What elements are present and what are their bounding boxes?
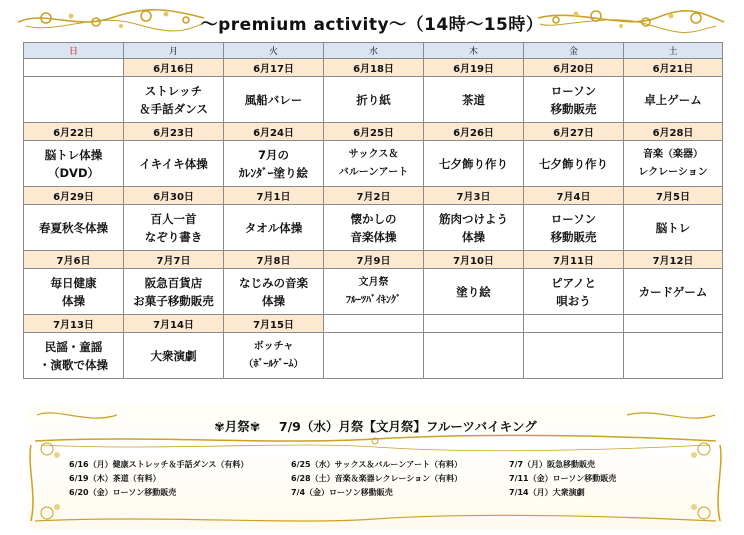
activity-cell (424, 333, 524, 379)
date-cell: 7月4日 (524, 187, 624, 205)
activity-cell: 7月の ｶﾚﾝﾀﾞｰ塗り絵 (224, 141, 324, 187)
activity-cell: 脳トレ (624, 205, 723, 251)
date-cell: 6月26日 (424, 123, 524, 141)
date-cell: 6月21日 (624, 59, 723, 77)
festival-mark: ✾月祭✾ (214, 419, 261, 434)
date-cell: 6月22日 (24, 123, 124, 141)
date-cell (524, 315, 624, 333)
activity-calendar (23, 42, 723, 379)
activity-cell: カードゲーム (624, 269, 723, 315)
date-cell: 7月8日 (224, 251, 324, 269)
date-cell: 6月18日 (324, 59, 424, 77)
date-cell: 6月29日 (24, 187, 124, 205)
festival-headline (27, 417, 724, 435)
date-cell: 7月1日 (224, 187, 324, 205)
weekday-thu: 木 (424, 43, 524, 59)
date-row (24, 187, 723, 205)
date-cell (324, 315, 424, 333)
event-list-col2 (291, 458, 462, 500)
activity-cell: サックス＆ バルーンアート (324, 141, 424, 187)
event-item: 6/19（木）茶道（有料） (69, 474, 161, 483)
event-item: 7/7（月）阪急移動販売 (509, 460, 596, 469)
date-cell (24, 59, 124, 77)
activity-row (24, 333, 723, 379)
date-cell: 6月20日 (524, 59, 624, 77)
date-cell: 7月2日 (324, 187, 424, 205)
activity-cell (324, 333, 424, 379)
date-cell: 6月24日 (224, 123, 324, 141)
activity-cell: 百人一首 なぞり書き (124, 205, 224, 251)
activity-cell: ボッチャ （ﾎﾞｰﾙｹﾞｰﾑ） (224, 333, 324, 379)
date-cell: 7月5日 (624, 187, 723, 205)
weekday-mon: 月 (124, 43, 224, 59)
activity-cell (24, 77, 124, 123)
event-item: 7/4（金）ローソン移動販売 (291, 488, 393, 497)
date-cell: 7月14日 (124, 315, 224, 333)
date-cell: 6月27日 (524, 123, 624, 141)
activity-cell: ローソン 移動販売 (524, 77, 624, 123)
event-item: 6/16（月）健康ストレッチ＆手話ダンス（有料） (69, 460, 249, 469)
date-cell: 7月15日 (224, 315, 324, 333)
activity-cell: 七夕飾り作り (424, 141, 524, 187)
activity-cell: なじみの音楽 体操 (224, 269, 324, 315)
activity-row (24, 77, 723, 123)
activity-row (24, 141, 723, 187)
gold-flourish-right-icon (536, 4, 726, 34)
activity-cell: 音楽（楽器） レクレーション (624, 141, 723, 187)
date-cell: 7月12日 (624, 251, 723, 269)
date-cell: 6月17日 (224, 59, 324, 77)
activity-row (24, 269, 723, 315)
date-cell: 7月10日 (424, 251, 524, 269)
activity-cell: 卓上ゲーム (624, 77, 723, 123)
date-row (24, 59, 723, 77)
weekday-sun: 日 (24, 43, 124, 59)
event-list-col1 (69, 458, 248, 500)
page-header (0, 0, 744, 42)
date-cell: 6月23日 (124, 123, 224, 141)
event-item: 6/25（水）サックス＆バルーンアート（有料） (291, 460, 462, 469)
activity-cell: ローソン 移動販売 (524, 205, 624, 251)
event-list-col3 (509, 458, 616, 500)
date-cell (424, 315, 524, 333)
activity-cell: 阪急百貨店 お菓子移動販売 (124, 269, 224, 315)
activity-cell: タオル体操 (224, 205, 324, 251)
event-item: 7/14（月）大衆演劇 (509, 488, 585, 497)
activity-cell: 風船バレー (224, 77, 324, 123)
date-cell: 6月30日 (124, 187, 224, 205)
date-cell: 7月6日 (24, 251, 124, 269)
activity-cell: 文月祭 ﾌﾙｰﾂﾊﾞｲｷﾝｸﾞ (324, 269, 424, 315)
activity-cell: 七夕飾り作り (524, 141, 624, 187)
weekday-header-row (24, 43, 723, 59)
page-title: ～premium activity～（14時～15時） (200, 15, 544, 35)
date-cell: 7月3日 (424, 187, 524, 205)
activity-cell (624, 333, 723, 379)
activity-cell: 茶道 (424, 77, 524, 123)
date-cell: 6月28日 (624, 123, 723, 141)
date-cell: 7月11日 (524, 251, 624, 269)
date-cell (624, 315, 723, 333)
activity-row (24, 205, 723, 251)
date-cell: 7月13日 (24, 315, 124, 333)
festival-text: 7/9（水）月祭【文月祭】フルーツバイキング (278, 419, 537, 434)
activity-cell: 筋肉つけよう 体操 (424, 205, 524, 251)
date-cell: 7月9日 (324, 251, 424, 269)
event-item: 6/20（金）ローソン移動販売 (69, 488, 177, 497)
activity-cell: ストレッチ ＆手話ダンス (124, 77, 224, 123)
festival-banner (27, 405, 724, 529)
date-cell: 6月25日 (324, 123, 424, 141)
date-row (24, 251, 723, 269)
activity-cell: 毎日健康 体操 (24, 269, 124, 315)
weekday-sat: 土 (624, 43, 723, 59)
activity-cell: 折り紙 (324, 77, 424, 123)
activity-cell: 大衆演劇 (124, 333, 224, 379)
date-row (24, 123, 723, 141)
activity-cell: ピアノと 唄おう (524, 269, 624, 315)
event-item: 7/11（金）ローソン移動販売 (509, 474, 617, 483)
activity-cell: 民謡・童謡 ・演歌で体操 (24, 333, 124, 379)
event-item: 6/28（土）音楽＆楽器レクレーション（有料） (291, 474, 463, 483)
weekday-wed: 水 (324, 43, 424, 59)
date-row (24, 315, 723, 333)
activity-cell: 懐かしの 音楽体操 (324, 205, 424, 251)
activity-cell: 春夏秋冬体操 (24, 205, 124, 251)
date-cell: 6月19日 (424, 59, 524, 77)
activity-cell: 塗り絵 (424, 269, 524, 315)
date-cell: 7月7日 (124, 251, 224, 269)
date-cell: 6月16日 (124, 59, 224, 77)
activity-cell (524, 333, 624, 379)
weekday-tue: 火 (224, 43, 324, 59)
activity-cell: イキイキ体操 (124, 141, 224, 187)
weekday-fri: 金 (524, 43, 624, 59)
activity-cell: 脳トレ体操 （DVD） (24, 141, 124, 187)
